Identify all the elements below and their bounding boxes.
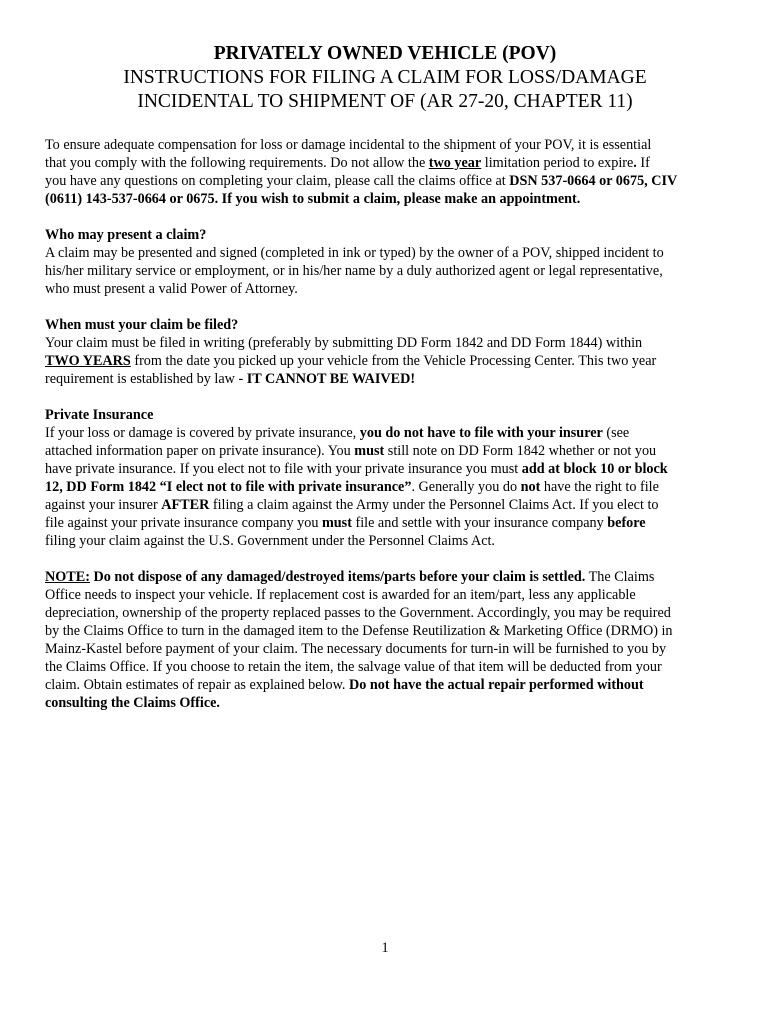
insurance-text: attached information paper on private insurance). You — [45, 443, 355, 459]
note-label: NOTE: — [45, 569, 90, 585]
document-body — [45, 136, 735, 730]
intro-line-4: (0611) 143-537-0664 or 0675. If you wish to submit a claim, please make an appointment. — [45, 191, 581, 207]
insurance-emphasis: must — [321, 515, 352, 531]
insurance-line-4 — [45, 478, 735, 496]
who-line-3: who must present a valid Power of Attorney. — [45, 281, 298, 297]
note-section — [45, 568, 735, 712]
insurance-line-6 — [45, 514, 735, 532]
insurance-text: file and settle with your insurance company — [351, 515, 608, 531]
insurance-heading: Private Insurance — [45, 407, 154, 423]
two-year-emphasis: two year — [428, 155, 482, 171]
insurance-text: (see — [602, 425, 630, 441]
note-line-6: the Claims Office. If you choose to retain the item, the salvage value of that item will be deducted from your — [45, 659, 662, 675]
when-section — [45, 316, 735, 388]
who-heading: Who may present a claim? — [45, 227, 207, 243]
insurance-line-1 — [45, 424, 735, 442]
insurance-line-3 — [45, 460, 735, 478]
note-line-5: Mainz-Kastel before payment of your claim. The necessary documents for turn-in will be furnished to you by — [45, 641, 667, 657]
phone-numbers: DSN 537-0664 or 0675, CIV — [509, 173, 678, 189]
cannot-be-waived: IT CANNOT BE WAIVED! — [246, 371, 416, 387]
insurance-emphasis: 12, DD Form 1842 “I elect not to file with private insurance” — [45, 479, 412, 495]
intro-text: If — [636, 155, 650, 171]
intro-line-2 — [45, 154, 735, 172]
intro-text: you have any questions on completing your claim, please call the claims office at — [45, 173, 510, 189]
note-text: The Claims — [585, 569, 655, 585]
title-line-3: INCIDENTAL TO SHIPMENT OF (AR 27-20, CHAPTER 11) — [137, 91, 633, 112]
insurance-text: If your loss or damage is covered by private insurance, — [45, 425, 360, 441]
title-line-1: PRIVATELY OWNED VEHICLE (POV) — [213, 43, 557, 64]
when-line-3 — [45, 370, 735, 388]
insurance-line-5 — [45, 496, 735, 514]
insurance-text: file against your private insurance company you — [45, 515, 322, 531]
insurance-section — [45, 406, 735, 550]
insurance-emphasis: add at block 10 or block — [521, 461, 668, 477]
when-heading: When must your claim be filed? — [45, 317, 239, 333]
when-text: from the date you picked up your vehicle from the Vehicle Processing Center. This two year — [130, 353, 657, 369]
who-section — [45, 226, 735, 298]
insurance-line-2 — [45, 442, 735, 460]
when-text: requirement is established by law - — [45, 371, 247, 387]
insurance-text: against your insurer — [45, 497, 162, 513]
intro-text: . — [633, 155, 637, 171]
page-number: 1 — [381, 940, 389, 956]
insurance-emphasis: before — [607, 515, 646, 531]
note-text: claim. Obtain estimates of repair as explained below. — [45, 677, 350, 693]
when-line-2 — [45, 352, 735, 370]
insurance-line-7: filing your claim against the U.S. Government under the Personnel Claims Act. — [45, 533, 495, 549]
insurance-emphasis: you do not have to file with your insurer — [359, 425, 603, 441]
note-line-3: depreciation, ownership of the property replaced passes to the Government. Accordingly, you may be required — [45, 605, 671, 621]
intro-line-3 — [45, 172, 735, 190]
who-line-1: A claim may be presented and signed (completed in ink or typed) by the owner of a POV, shipped incident to — [45, 245, 664, 261]
insurance-emphasis: not — [520, 479, 541, 495]
intro-paragraph — [45, 136, 735, 208]
who-line-2: his/her military service or employment, or in his/her name by a duly authorized agent or legal representative, — [45, 263, 663, 279]
note-line-7 — [45, 676, 735, 694]
intro-text: limitation period to expire — [481, 155, 634, 171]
when-line-1: Your claim must be filed in writing (preferably by submitting DD Form 1842 and DD Form 1844) within — [45, 335, 643, 351]
note-emphasis: Do not dispose of any damaged/destroyed items/parts before your claim is settled. — [89, 569, 586, 585]
document-title — [40, 42, 730, 114]
intro-text: that you comply with the following requirements. Do not allow the — [45, 155, 429, 171]
insurance-emphasis: must — [354, 443, 385, 459]
insurance-text: have private insurance. If you elect not to file with your private insurance you must — [45, 461, 522, 477]
note-line-1 — [45, 568, 735, 586]
intro-line-1: To ensure adequate compensation for loss or damage incidental to the shipment of your POV, it is essential — [45, 137, 652, 153]
note-line-8: consulting the Claims Office. — [45, 695, 220, 711]
two-years-emphasis: TWO YEARS — [45, 353, 131, 369]
insurance-text: . Generally you do — [411, 479, 521, 495]
title-line-2: INSTRUCTIONS FOR FILING A CLAIM FOR LOSS/DAMAGE — [123, 67, 647, 88]
note-line-4: by the Claims Office to turn in the damaged item to the Defense Reutilization & Marketing Office (DRMO) in — [45, 623, 673, 639]
insurance-text: have the right to file — [540, 479, 659, 495]
insurance-emphasis: AFTER — [161, 497, 210, 513]
note-emphasis: Do not have the actual repair performed without — [349, 677, 644, 693]
note-line-2: Office needs to inspect your vehicle. If replacement cost is awarded for an item/part, less any applicable — [45, 587, 636, 603]
insurance-text: still note on DD Form 1842 whether or not you — [384, 443, 657, 459]
insurance-text: filing a claim against the Army under the Personnel Claims Act. If you elect to — [209, 497, 659, 513]
